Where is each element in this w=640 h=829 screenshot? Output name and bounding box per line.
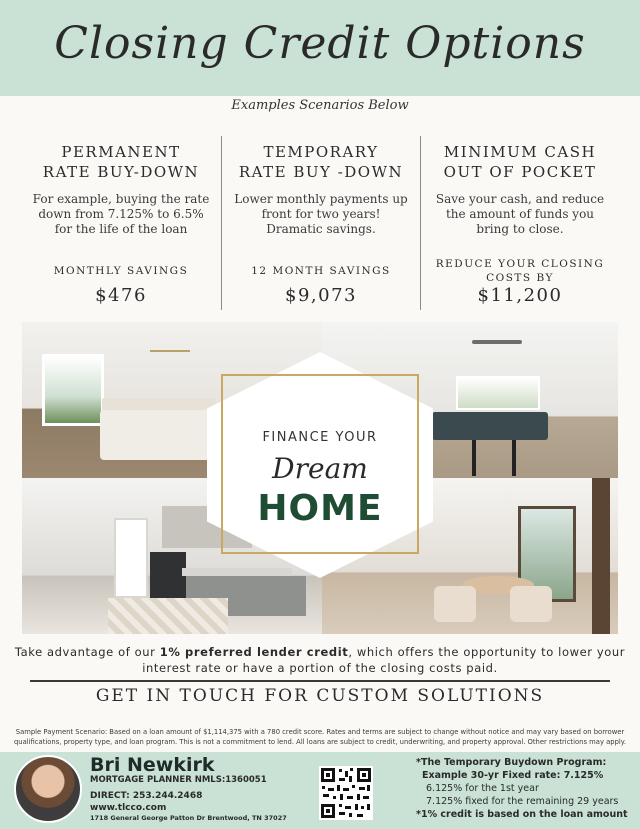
option-heading bbox=[222, 142, 420, 182]
cta-heading: GET IN TOUCH FOR CUSTOM SOLUTIONS bbox=[95, 686, 545, 706]
option-label: 12 MONTH SAVINGS bbox=[251, 265, 391, 277]
promo-line: 7.125% fixed for the remaining 29 years bbox=[426, 796, 619, 807]
option-value: $11,200 bbox=[477, 285, 563, 306]
option-permanent-buydown bbox=[22, 136, 220, 310]
option-heading bbox=[22, 142, 220, 182]
option-heading-line: OUT OF POCKET bbox=[443, 163, 597, 181]
option-value: $476 bbox=[95, 285, 147, 306]
chair-image bbox=[434, 586, 476, 622]
contact-title: MORTGAGE PLANNER NMLS:1360051 bbox=[90, 775, 267, 785]
chandelier-image bbox=[150, 328, 190, 352]
contact-website[interactable]: www.tlcco.com bbox=[90, 803, 167, 813]
pool-table-leg-image bbox=[472, 440, 516, 476]
qr-code-graphic bbox=[319, 766, 373, 820]
tagline bbox=[10, 644, 630, 676]
option-heading-line: PERMANENT bbox=[61, 143, 181, 161]
option-minimum-cash bbox=[420, 136, 619, 310]
counter-image bbox=[182, 568, 292, 576]
option-label: MONTHLY SAVINGS bbox=[53, 265, 189, 277]
option-heading-line: MINIMUM CASH bbox=[443, 143, 597, 161]
tagline-text: , which offers the opportunity to lower your interest rate or have a portion of the closing costs paid. bbox=[142, 645, 626, 675]
option-heading-line: TEMPORARY bbox=[263, 143, 379, 161]
avatar bbox=[14, 755, 82, 823]
window-image bbox=[42, 354, 104, 426]
hero-line-finance: FINANCE YOUR bbox=[262, 430, 378, 445]
option-heading-line: RATE BUY-DOWN bbox=[42, 163, 200, 181]
chair-image bbox=[510, 586, 552, 622]
options-columns bbox=[22, 136, 618, 310]
pool-table-image bbox=[432, 412, 548, 440]
promo-footnote: *1% credit is based on the loan amount bbox=[416, 809, 628, 820]
option-temporary-buydown bbox=[221, 136, 420, 310]
window-image bbox=[456, 376, 540, 410]
bed-image bbox=[100, 410, 218, 460]
promo-example: Example 30-yr Fixed rate: 7.125% bbox=[422, 770, 604, 781]
disclaimer: Sample Payment Scenario: Based on a loan amount of $1,114,375 with a 780 credit score. Rates and terms are subject to change without notice and may vary based on borrower qualifications, property type, and loan program. This is not a commitment to lend. All loans are subject to credit, underwriting, and property approval. Other restrictions may apply. bbox=[13, 728, 627, 746]
ceiling-fan-image bbox=[472, 340, 522, 344]
option-heading bbox=[421, 142, 619, 182]
tile-floor-image bbox=[108, 598, 228, 634]
page-title: Closing Credit Options bbox=[54, 18, 586, 69]
contact-name: Bri Newkirk bbox=[90, 754, 215, 776]
buydown-promo bbox=[416, 756, 634, 821]
option-body: Lower monthly payments up front for two years! Dramatic savings. bbox=[234, 192, 408, 236]
page-subtitle: Examples Scenarios Below bbox=[231, 98, 409, 113]
promo-line: 6.125% for the 1st year bbox=[426, 783, 539, 794]
wood-beam-image bbox=[592, 478, 610, 634]
qr-code-icon[interactable] bbox=[319, 766, 373, 820]
hero-line-dream: Dream bbox=[272, 452, 368, 485]
divider-rule bbox=[30, 680, 610, 682]
promo-heading: *The Temporary Buydown Program: bbox=[416, 757, 607, 768]
option-heading-line: RATE BUY -DOWN bbox=[238, 163, 404, 181]
hero-line-home: HOME bbox=[257, 488, 383, 529]
door-image bbox=[114, 518, 148, 598]
washer-image bbox=[150, 552, 186, 604]
option-body: Save your cash, and reduce the amount of funds you bring to close. bbox=[435, 192, 605, 236]
option-value: $9,073 bbox=[285, 285, 357, 306]
option-body: For example, buying the rate down from 7.125% to 6.5% for the life of the loan bbox=[32, 192, 210, 236]
tagline-bold: 1% preferred lender credit bbox=[159, 645, 349, 659]
contact-phone[interactable]: DIRECT: 253.244.2468 bbox=[90, 791, 203, 801]
contact-address: 1718 General George Patton Dr Brentwood, TN 37027 bbox=[90, 814, 287, 822]
option-label: REDUCE YOUR CLOSING COSTS BY bbox=[435, 258, 605, 284]
tagline-text: Take advantage of our bbox=[14, 645, 160, 659]
